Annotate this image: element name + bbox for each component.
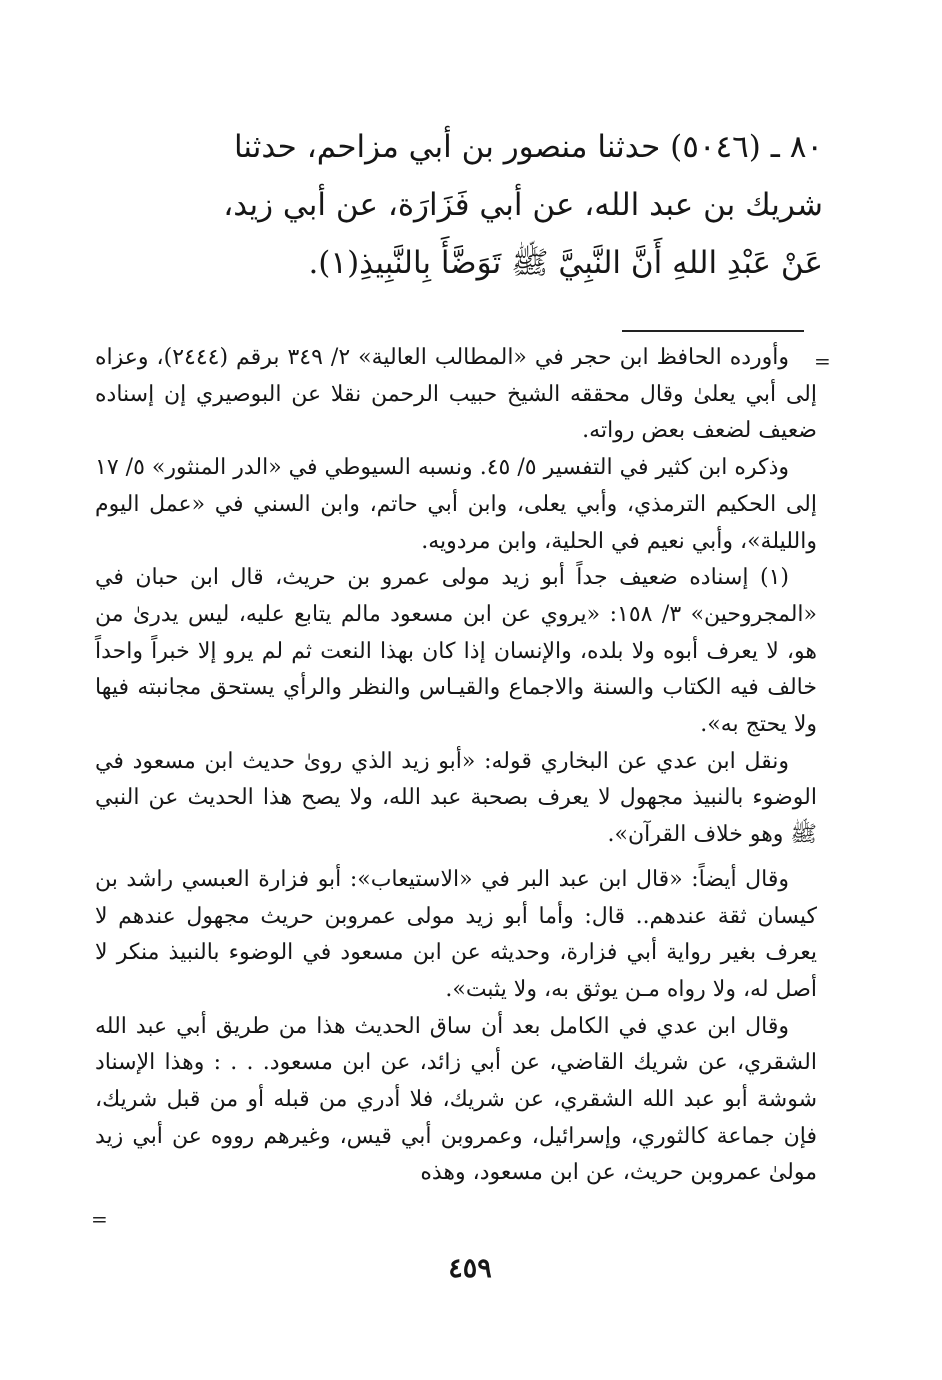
continuation-mark-end: = (91, 1207, 108, 1231)
hadith-line-1: ٨٠ ـ (٥٠٤٦) حدثنا منصور بن أبي مزاحم، حدثنا (233, 129, 823, 165)
footnote-istiab: وقال أيضاً: «قال ابن عبد البر في «الاستيعاب»: أبو فزارة العبسي راشد بن كيسان ثقة عندهم.. قال: وأما أبو زيد مولى عمروبن حريث مجهول عندهم لا يعرف بغير رواية أبي فزارة، وحديثه عن ابن مسعود في الوضوء بالنبيذ منكر لا أصل له، ولا رواه مـن يوثق به، ولا يثبت». (95, 866, 817, 1002)
footnote-kamil: وقال ابن عدي في الكامل بعد أن ساق الحديث هذا من طريق أبي عبد الله الشقري، عن شريك القاضي، عن أبي زائد، عن ابن مسعود. . . : وهذا الإسناد شوشة أبو عبد الله الشقري، عن شريك، فلا أدري من قبله أو من قبل شريك، فإن جماعة كالثوري، وإسرائيل، وعمروبن أبي قيس، وغيرهم رووه عن أبي زيد مولىٰ عمروبن حريث، عن ابن مسعود، وهذه (95, 1013, 817, 1186)
footnote-ibn-kathir: وذكره ابن كثير في التفسير ٥/ ٤٥. ونسبه السيوطي في «الدر المنثور» ٥/ ١٧ إلى الحكيم الترمذي، وأبي يعلى، وابن أبي حاتم، وابن السني في «عمل اليوم والليلة»، وأبي نعيم في الحلية، وابن مردويه. (95, 455, 817, 554)
footnote-bukhari: ونقل ابن عدي عن البخاري قوله: «أبو زيد الذي روىٰ حديث ابن مسعود في الوضوء بالنبيذ مجهول لا يعرف بصحبة عبد الله، ولا يصح هذا الحديث عن النبي ﷺ وهو خلاف القرآن». (95, 748, 817, 848)
footnote-continued: وأورده الحافظ ابن حجر في «المطالب العالية» ٢/ ٣٤٩ برقم (٢٤٤٤)، وعزاه إلى أبي يعلىٰ وقال محققه الشيخ حبيب الرحمن نقلا عن البوصيري إن إسناده ضعيف لضعف بعض رواته. (95, 345, 817, 444)
hadith-line-2: شريك بن عبد الله، عن أبي فَزَارَة، عن أبي زيد، (223, 187, 823, 223)
hadith-line-3: عَنْ عَبْدِ اللهِ أَنَّ النَّبِيَّ ﷺ تَوَضَّأَ بِالنَّبِيذِ(١). (308, 245, 823, 281)
footnote-divider (622, 330, 804, 332)
page-number: ٤٥٩ (448, 1253, 492, 1284)
continuation-mark-start: = (814, 349, 831, 373)
hadith-text (95, 118, 823, 292)
footnotes-section (95, 340, 817, 1192)
footnote-1: (١) إسناده ضعيف جداً أبو زيد مولى عمرو بن حريث، قال ابن حبان في «المجروحين» ٣/ ١٥٨: «يروي عن ابن مسعود مالم يتابع عليه، ليس يدرىٰ من هو، لا يعرف أبوه ولا بلده، والإنسان إذا كان بهذا النعت ثم لم يرو إلا خبراً واحداً خالف فيه الكتاب والسنة والاجماع والقيـاس والنظر والرأي يستحق مجانبته فيها ولا يحتج به». (95, 565, 817, 738)
